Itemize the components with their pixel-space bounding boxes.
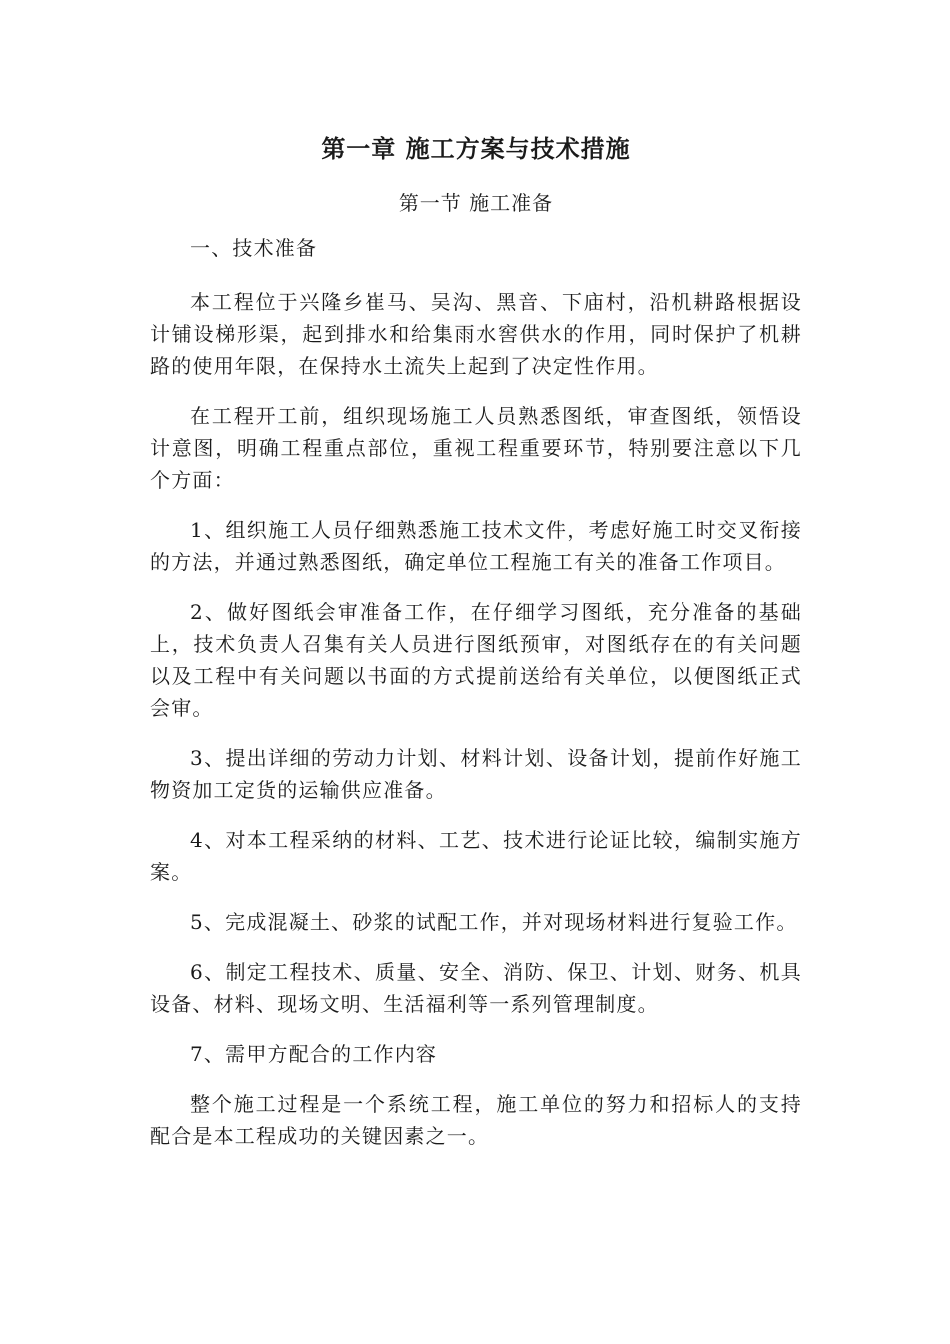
paragraph-before-start: 在工程开工前，组织现场施工人员熟悉图纸，审查图纸，领悟设计意图，明确工程重点部位，重视工程重要环节，特别要注意以下几个方面： <box>150 404 802 492</box>
list-item-7: 7、需甲方配合的工作内容 <box>190 1042 438 1066</box>
list-item-2: 2、做好图纸会审准备工作，在仔细学习图纸，充分准备的基础上，技术负责人召集有关人员进行图纸预审，对图纸存在的有关问题以及工程中有关问题以书面的方式提前送给有关单位，以便图纸正式会审。 <box>150 600 802 720</box>
list-item-5: 5、完成混凝土、砂浆的试配工作，并对现场材料进行复验工作。 <box>190 910 798 934</box>
paragraph-project-location: 本工程位于兴隆乡崔马、吴沟、黑音、下庙村，沿机耕路根据设计铺设梯形渠，起到排水和给集雨水窖供水的作用，同时保护了机耕路的使用年限，在保持水土流失上起到了决定性作用。 <box>150 290 802 378</box>
list-item-1: 1、组织施工人员仔细熟悉施工技术文件，考虑好施工时交叉衔接的方法，并通过熟悉图纸，确定单位工程施工有关的准备工作项目。 <box>150 518 802 574</box>
document-page <box>150 128 802 1170</box>
section-title: 第一节 施工准备 <box>398 191 554 215</box>
subsection-heading: 一、技术准备 <box>190 236 318 260</box>
paragraph-cooperation: 整个施工过程是一个系统工程，施工单位的努力和招标人的支持配合是本工程成功的关键因素之一。 <box>150 1092 802 1148</box>
chapter-title: 第一章 施工方案与技术措施 <box>321 134 631 163</box>
list-item-6: 6、制定工程技术、质量、安全、消防、保卫、计划、财务、机具设备、材料、现场文明、生活福利等一系列管理制度。 <box>150 960 802 1016</box>
list-item-3: 3、提出详细的劳动力计划、材料计划、设备计划，提前作好施工物资加工定货的运输供应准备。 <box>150 746 802 802</box>
list-item-4: 4、对本工程采纳的材料、工艺、技术进行论证比较，编制实施方案。 <box>150 828 802 884</box>
